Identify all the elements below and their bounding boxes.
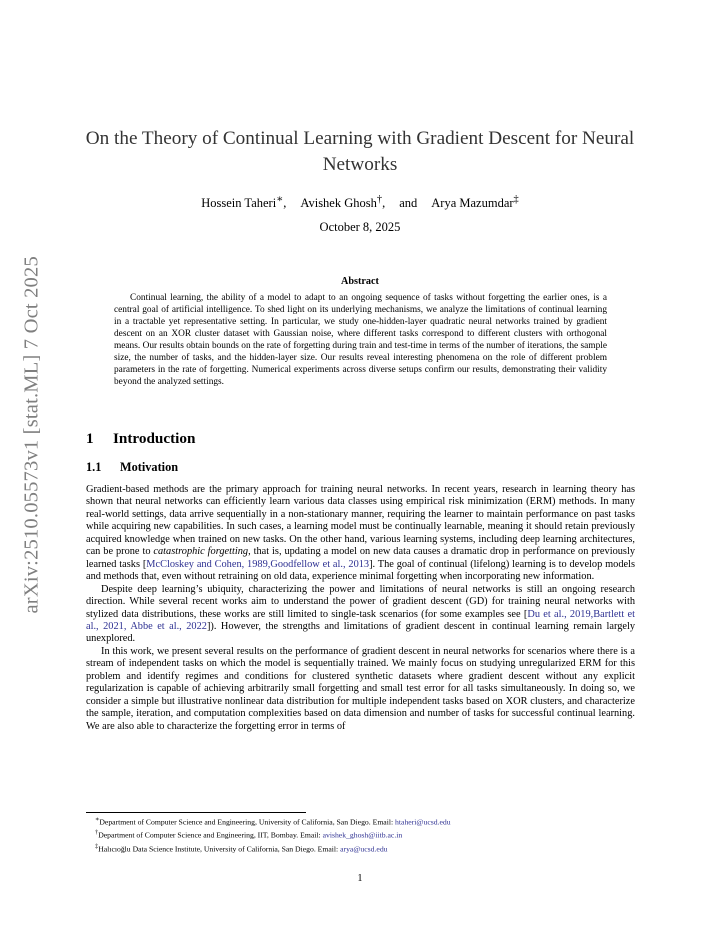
body-text (86, 484, 635, 733)
citation-link[interactable]: Bartlett et al., 2021 (86, 608, 635, 632)
citation-link[interactable]: Du et al., 2019 (527, 608, 591, 620)
email-link[interactable]: arya@ucsd.edu (340, 844, 388, 854)
email-link[interactable]: htaheri@ucsd.edu (395, 817, 451, 827)
citation-separator: , (590, 608, 594, 620)
section-number: 1 (86, 430, 94, 447)
citation-link[interactable]: McCloskey and Cohen, 1989 (146, 558, 268, 570)
footnote-mark: ∗ (95, 816, 100, 823)
text-run: ]. The goal of continual (lifelong) learning is to develop models and methods that, even without retraining on old data, experience minimal forgetting when incorporating new information. (86, 558, 635, 583)
arxiv-identifier-stamp: arXiv:2510.05573v1 [stat.ML] 7 Oct 2025 (20, 256, 43, 614)
citation-separator: , (267, 558, 271, 570)
footnotes (95, 815, 655, 855)
text-run: ]). However, the strengths and limitations of gradient descent in continual learning remain largely unexplored. (86, 620, 636, 645)
author-name: Avishek Ghosh (300, 196, 377, 211)
footnote-text: Halıcıoğlu Data Science Institute, University of California, San Diego. Email: (98, 844, 341, 854)
page-number: 1 (357, 873, 363, 884)
section-heading (86, 430, 195, 448)
publication-date: October 8, 2025 (319, 220, 401, 234)
text-run: Despite deep learning’s ubiquity, characterizing the power and limitations of neural networks is still an ongoing research direction. While several recent works aim to understand the power of gradient descent (GD) for training neural networks with stylized data distributions, these works are still limited to single-task scenarios (for some examples see [ (86, 583, 635, 620)
citation-link[interactable]: Goodfellow et al., 2013 (270, 558, 370, 570)
author-affiliation-mark: ∗ (276, 194, 284, 205)
abstract-text: Continual learning, the ability of a model to adapt to an ongoing sequence of tasks without forgetting the earlier ones, is a central goal of artificial intelligence. To shed light on its underlying mechanisms, we analyze the limitations of continual learning in a tractable yet representative setting. In particular, we study one-hidden-layer quadratic neural networks trained by gradient descent on an XOR cluster dataset with Gaussian noise, where different tasks correspond to different clusters with orthogonal means. Our results obtain bounds on the rate of forgetting during train and test-time in terms of the number of iterations, the sample size, the number of tasks, and the hidden-layer size. Our results reveal interesting phenomena on the role of different problem parameters in the rate of forgetting. Numerical experiments across diverse setups confirm our results, demonstrating their validity beyond the analyzed settings. (114, 293, 607, 387)
footnote (95, 842, 655, 855)
author-name: Hossein Taheri (201, 196, 277, 211)
footnote (95, 815, 655, 828)
author-affiliation-mark: † (376, 194, 383, 205)
section-title: Introduction (113, 430, 196, 447)
text-run: Gradient-based methods are the primary approach for training neural networks. In recent years, research in learning theory has shown that neural networks can efficiently learn various data classes using empirical risk minimization (ERM) methods. In many real-world settings, data arrive sequentially in a non-stationary manner, requiring the learner to maintain performance on past tasks while acquiring new capabilities. In such cases, a learning model must be continually learnable, meaning it should retain previously acquired knowledge when trained on new tasks. On the other hand, various learning systems, including deep learning architectures, can be prone to (86, 484, 635, 558)
footnote-rule (86, 812, 306, 813)
subsection-title: Motivation (120, 460, 179, 474)
citation-separator: , (123, 620, 131, 632)
subsection-heading (86, 460, 178, 475)
email-link[interactable]: avishek_ghosh@iitb.ac.in (322, 830, 403, 840)
footnote-mark: ‡ (95, 842, 99, 850)
author-conjunction: and (399, 196, 418, 211)
paper-title: On the Theory of Continual Learning with Gradient Descent for Neural Networks (85, 128, 635, 175)
footnote-text: Department of Computer Science and Engineering, IIT, Bombay. Email: (98, 830, 323, 840)
footnote-mark: † (95, 829, 99, 837)
author-name: Arya Mazumdar (431, 196, 514, 211)
author-affiliation-mark: ‡ (513, 194, 519, 205)
subsection-number: 1.1 (86, 460, 102, 474)
author-list: Hossein Taheri∗, Avishek Ghosh†, and Arya Mazumdar‡ (201, 194, 519, 211)
footnote-text: Department of Computer Science and Engineering, University of California, San Diego. Email: (99, 817, 396, 827)
emphasis: catastrophic forgetting (153, 546, 249, 558)
abstract-heading: Abstract (341, 276, 379, 287)
paragraph (86, 584, 635, 646)
paragraph: In this work, we present several results on the performance of gradient descent in neural networks for scenarios where there is a stream of independent tasks on which the model is sequentially trained. We mainly focus on studying unregularized ERM for this problem and identify regimes and conditions for clustered synthetic datasets where gradient descent without any explicit regularization is capable of achieving arbitrarily small forgetting and small test error for all tasks simultaneously. In doing so, we consider a simple but illustrative nonlinear data distribution for multiple independent tasks based on XOR clusters, and characterize the sample, iteration, and computation complexities based on data dimension and number of tasks for successful continual learning. We are also able to characterize the forgetting error in terms of (86, 645, 635, 732)
footnote (95, 828, 655, 841)
paragraph (86, 484, 635, 584)
citation-link[interactable]: Abbe et al., 2022 (130, 620, 207, 632)
text-run: , that is, updating a model on new data causes a dramatic drop in performance on previously learned tasks [ (86, 546, 635, 570)
